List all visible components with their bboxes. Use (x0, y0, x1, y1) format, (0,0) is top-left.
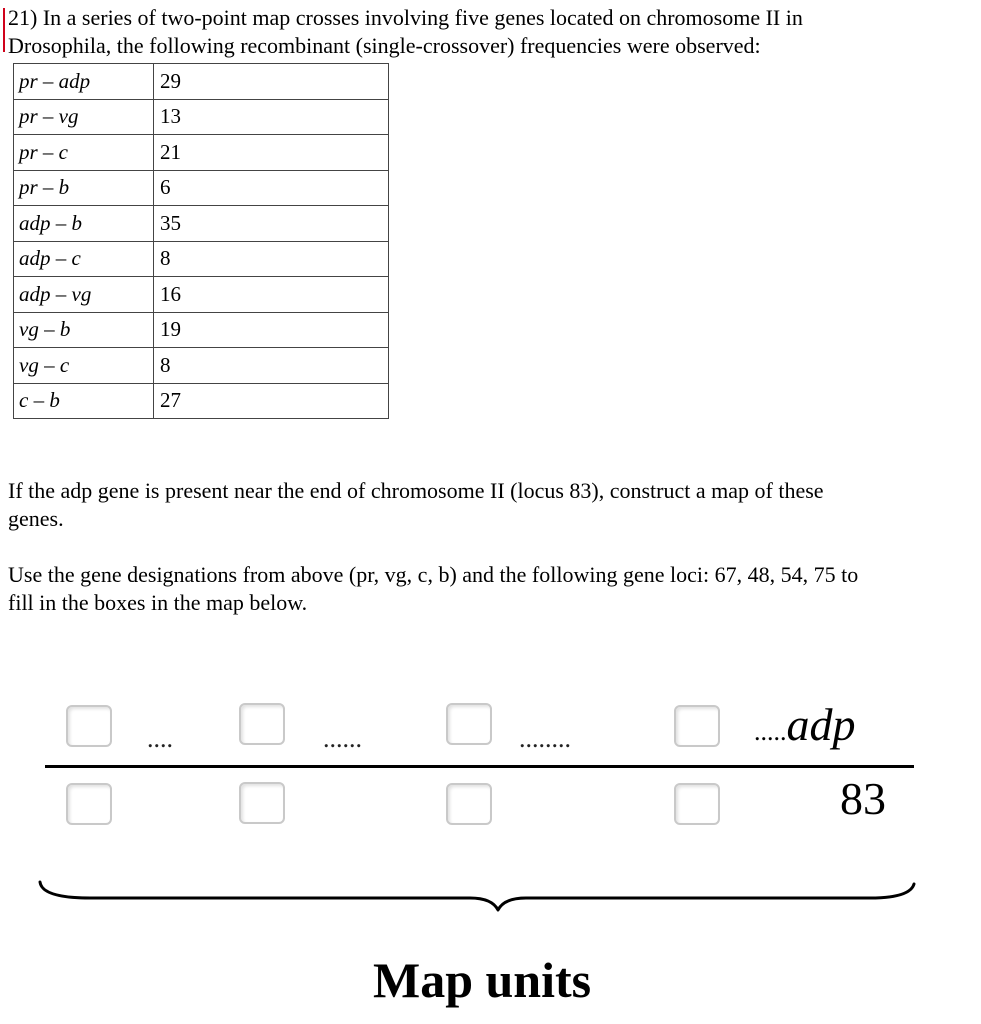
table-row (14, 241, 389, 277)
table-row (14, 135, 389, 171)
gene-pair: pr – c (14, 135, 154, 171)
table-row (14, 170, 389, 206)
locus-box-1[interactable] (66, 783, 112, 825)
frequency: 19 (154, 312, 389, 348)
adp-gene-label (754, 700, 856, 757)
gene-pair: adp – vg (14, 277, 154, 313)
locus-box-4[interactable] (674, 783, 720, 825)
para1-line-2: genes. (8, 506, 64, 531)
adp-locus: 83 (840, 773, 886, 824)
question-text (8, 4, 968, 60)
frequency: 8 (154, 348, 389, 384)
locus-box-2[interactable] (239, 782, 285, 824)
frequency: 21 (154, 135, 389, 171)
gene-box-1[interactable] (66, 705, 112, 747)
table-row (14, 383, 389, 419)
frequency: 8 (154, 241, 389, 277)
red-margin-marker (3, 8, 5, 52)
table-row (14, 312, 389, 348)
table-row (14, 99, 389, 135)
gene-pair: pr – adp (14, 64, 154, 100)
gene-pair: adp – b (14, 206, 154, 242)
map-brace (30, 870, 930, 920)
gene-pair: pr – vg (14, 99, 154, 135)
gene-box-4[interactable] (674, 705, 720, 747)
table-row (14, 206, 389, 242)
gene-pair: vg – c (14, 348, 154, 384)
recombination-table (13, 63, 389, 419)
frequency: 16 (154, 277, 389, 313)
gene-box-3[interactable] (446, 703, 492, 745)
frequency: 35 (154, 206, 389, 242)
instruction-paragraph-2 (8, 561, 963, 617)
frequency: 6 (154, 170, 389, 206)
frequency: 27 (154, 383, 389, 419)
question-line-1: 21) In a series of two-point map crosses involving five genes located on chromosome II in (8, 5, 803, 30)
gene-pair: adp – c (14, 241, 154, 277)
gene-pair: pr – b (14, 170, 154, 206)
gene-pair: c – b (14, 383, 154, 419)
gene-box-2[interactable] (239, 703, 285, 745)
table-row (14, 277, 389, 313)
map-dots-1: .... (147, 724, 173, 753)
table-row (14, 64, 389, 100)
para1-line-1: If the adp gene is present near the end of chromosome II (locus 83), construct a map of these (8, 478, 824, 503)
frequency: 29 (154, 64, 389, 100)
map-dots-2: ...... (323, 724, 362, 753)
gene-pair: vg – b (14, 312, 154, 348)
para2-line-1: Use the gene designations from above (pr, vg, c, b) and the following gene loci: 67, 48, 54, 75 to (8, 562, 859, 587)
locus-box-3[interactable] (446, 783, 492, 825)
table-row (14, 348, 389, 384)
map-units-label: Map units (373, 952, 592, 1008)
map-dots-3: ........ (519, 724, 571, 753)
adp-dots: ..... (754, 717, 787, 746)
question-line-2: Drosophila, the following recombinant (single-crossover) frequencies were observed: (8, 33, 761, 58)
instruction-paragraph-1 (8, 477, 963, 533)
adp-name: adp (786, 699, 856, 750)
para2-line-2: fill in the boxes in the map below. (8, 590, 308, 615)
frequency: 13 (154, 99, 389, 135)
chromosome-line (45, 765, 914, 768)
